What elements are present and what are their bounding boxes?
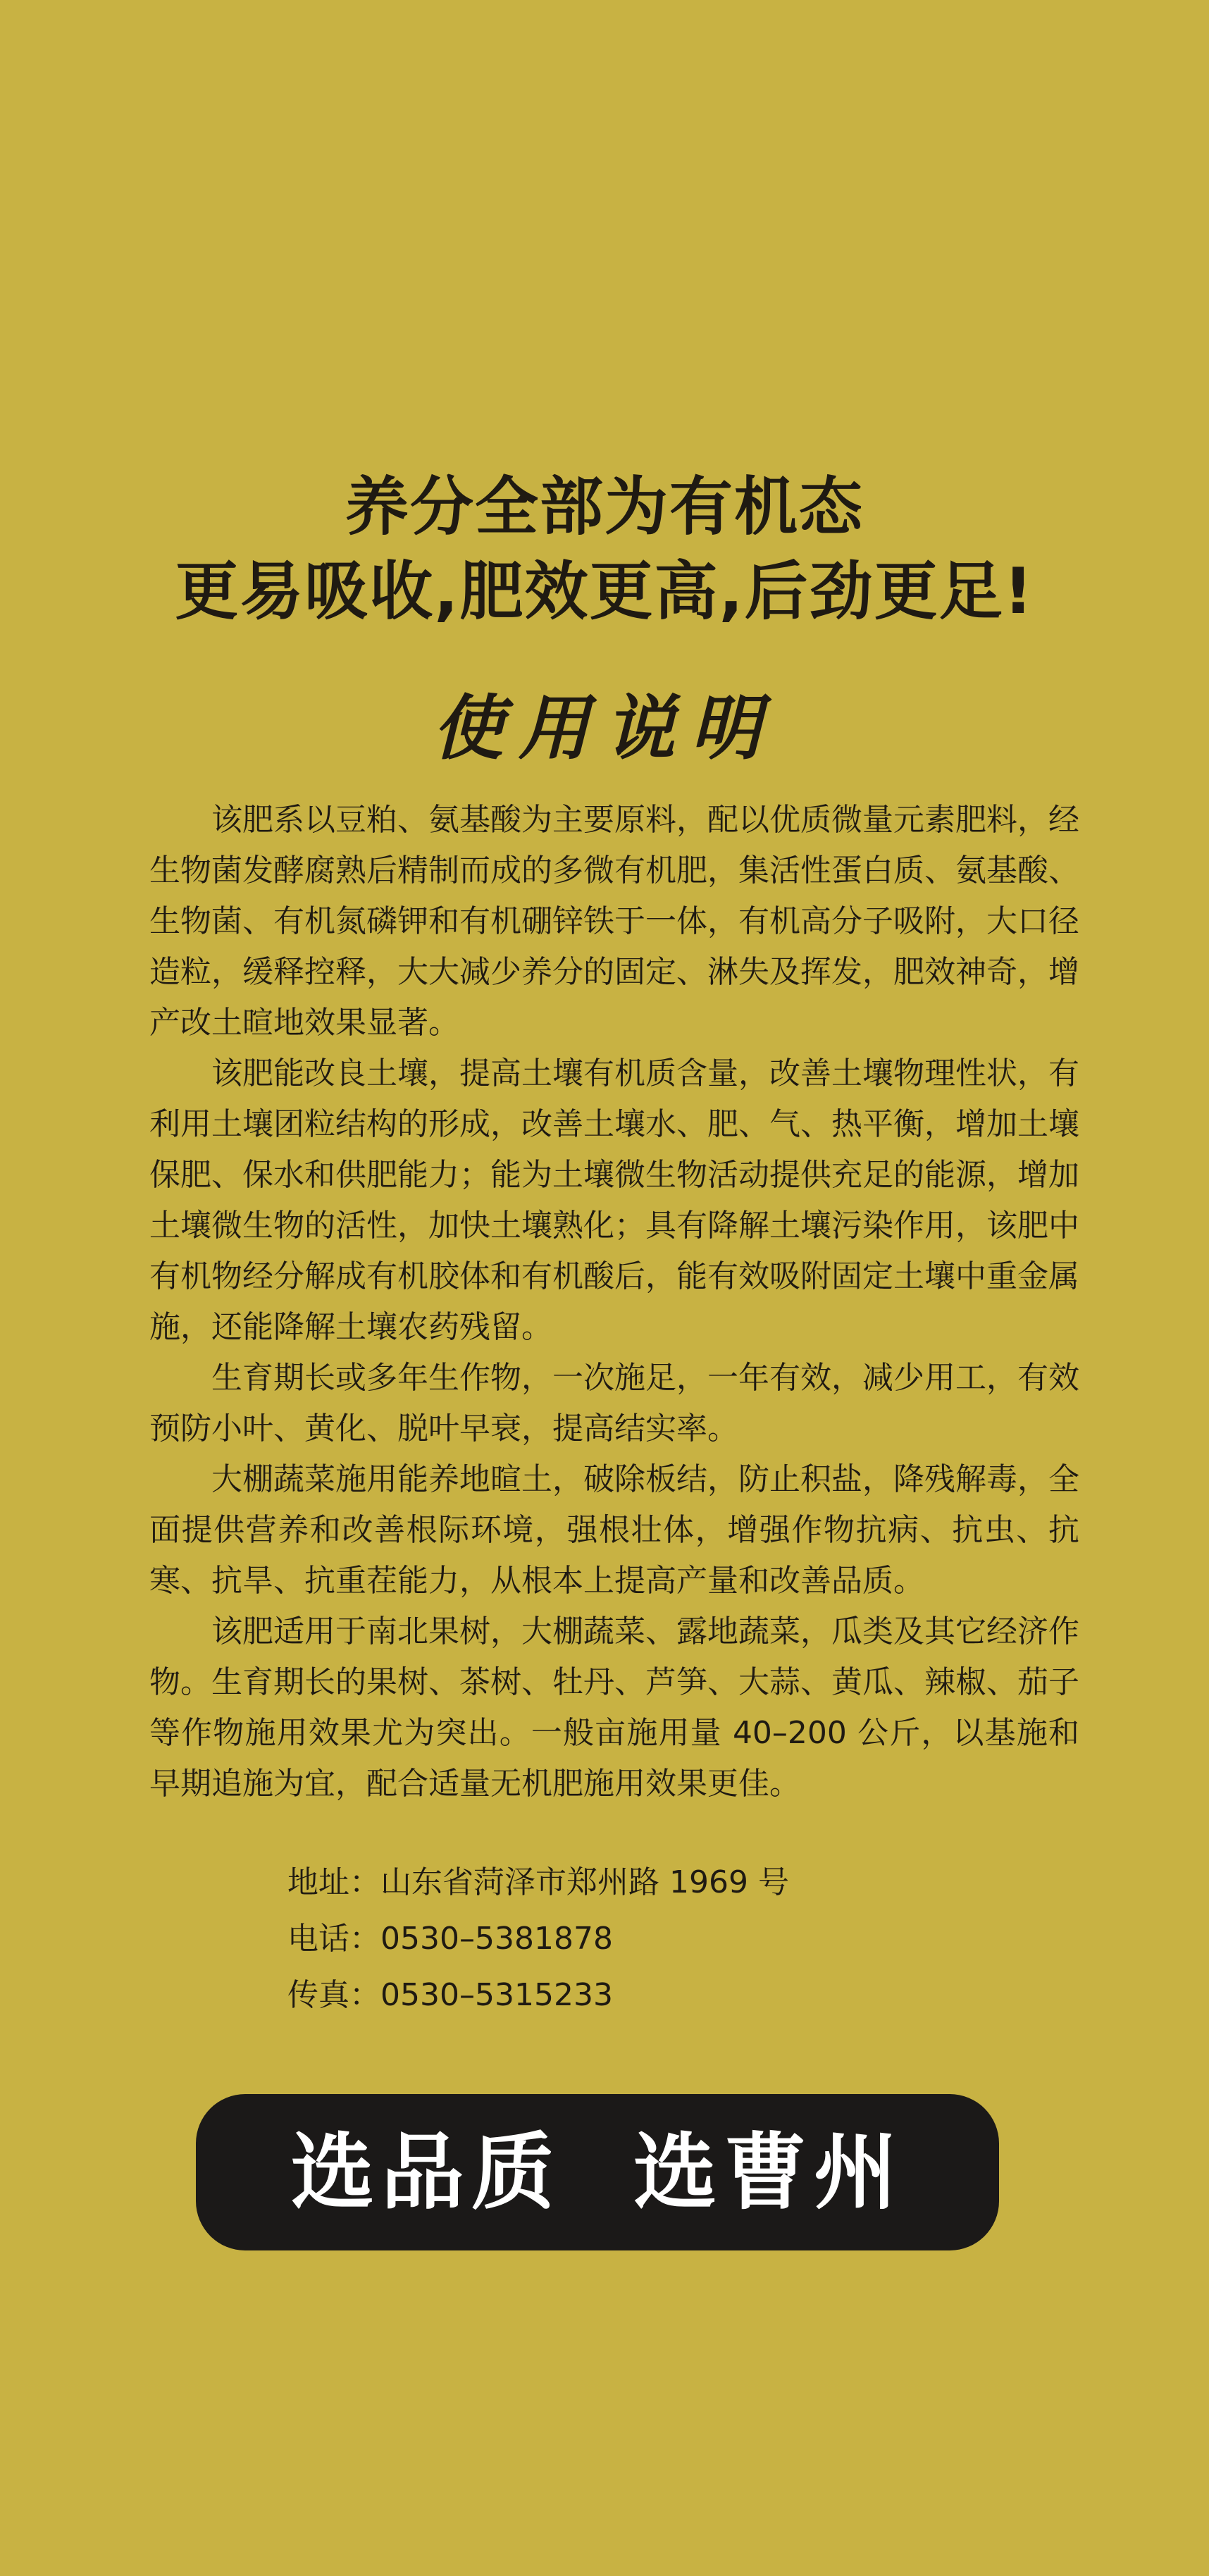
- contact-address: 地址：山东省菏泽市郑州路 1969 号: [287, 1864, 789, 1900]
- usage-instructions-body: [149, 795, 1079, 1809]
- contact-phone: 电话：0530–5381878: [287, 1921, 613, 1957]
- headline-line-1: 养分全部为有机态: [345, 470, 864, 544]
- paragraph-soil-improvement: 该肥能改良土壤，提高土壤有机质含量，改善土壤物理性状，有利用土壤团粒结构的形成，改善土壤水、肥、气、热平衡，增加土壤保肥、保水和供肥能力；能为土壤微生物活动提供充足的能源，增加土壤微生物的活性，加快土壤熟化；具有降解土壤污染作用，该肥中有机物经分解成有机胶体和有机酸后，能有效吸附固定土壤中重金属施，还能降解土壤农药残留。: [149, 1055, 1079, 1345]
- paragraph-greenhouse-vegetables: 大棚蔬菜施用能养地暄土，破除板结，防止积盐，降残解毒，全面提供营养和改善根际环境，强根壮体，增强作物抗病、抗虫、抗寒、抗旱、抗重茬能力，从根本上提高产量和改善品质。: [149, 1461, 1079, 1599]
- paragraph-perennial-crops: 生育期长或多年生作物，一次施足，一年有效，减少用工，有效预防小叶、黄化、脱叶早衰，提高结实率。: [149, 1360, 1079, 1447]
- paragraph-application: 该肥适用于南北果树，大棚蔬菜、露地蔬菜，瓜类及其它经济作物。生育期长的果树、茶树、牡丹、芦笋、大蒜、黄瓜、辣椒、茄子等作物施用效果尤为突出。一般亩施用量 40–200 公斤，以基施和早期追施为宜，配合适量无机肥施用效果更佳。: [149, 1614, 1079, 1802]
- contact-fax: 传真：0530–5315233: [287, 1977, 613, 2013]
- slogan-banner: [196, 2094, 999, 2250]
- slogan-text: 选品质 选曹州: [290, 2124, 905, 2221]
- usage-instructions-title: 使用说明: [433, 686, 776, 769]
- paragraph-composition: 该肥系以豆粕、氨基酸为主要原料，配以优质微量元素肥料，经生物菌发酵腐熟后精制而成的多微有机肥，集活性蛋白质、氨基酸、生物菌、有机氮磷钾和有机硼锌铁于一体，有机高分子吸附，大口径造粒，缓释控释，大大减少养分的固定、淋失及挥发，肥效神奇，增产改土暄地效果显著。: [149, 802, 1079, 1041]
- headline-line-2: 更易吸收,肥效更高,后劲更足!: [175, 555, 1034, 628]
- contact-info: [287, 1854, 789, 2024]
